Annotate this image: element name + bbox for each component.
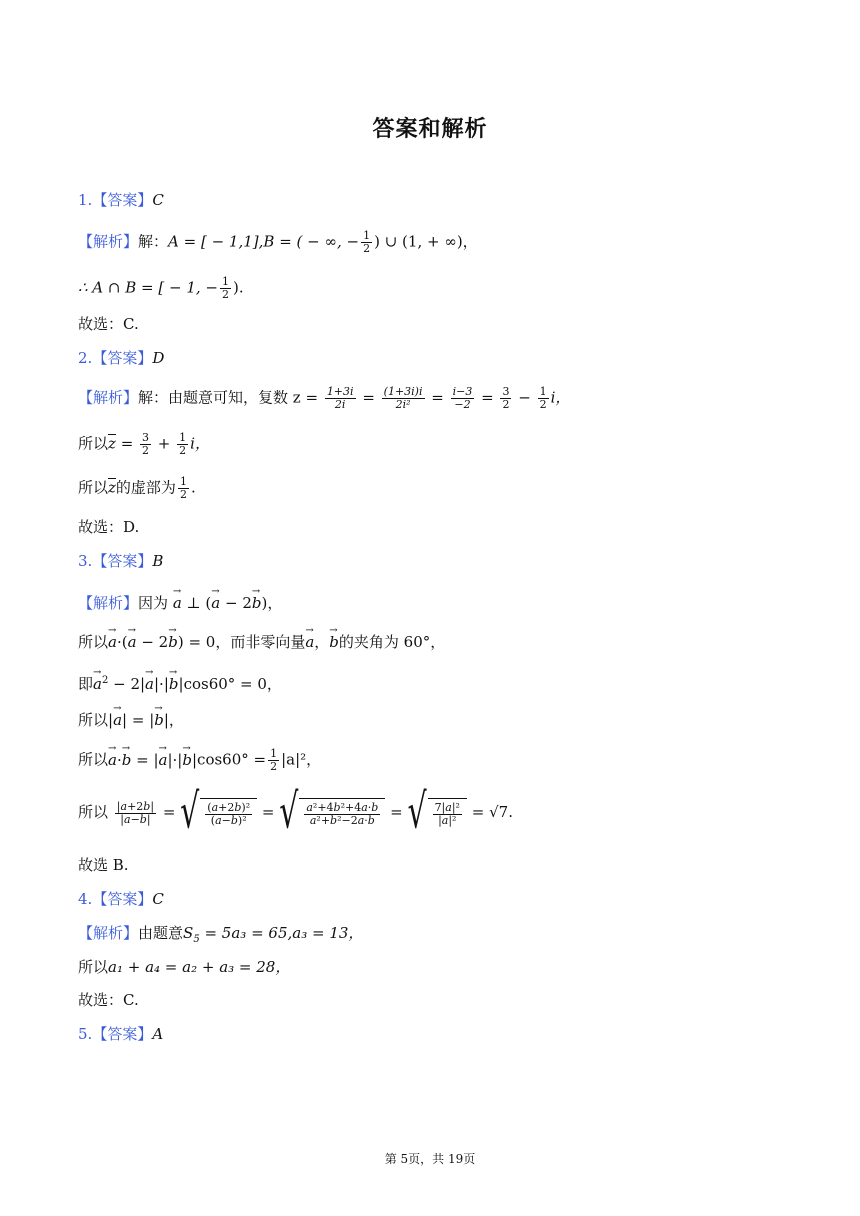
answer-tag: 【答案】	[92, 552, 153, 570]
answer-2	[78, 348, 164, 368]
math: cos60° =	[197, 750, 267, 769]
answer-number: 1.	[78, 191, 93, 209]
fraction: $\frac{1}{2}$	[363, 229, 371, 255]
answer-4	[78, 889, 164, 909]
text: 所以	[78, 750, 109, 769]
q1-analysis-line1	[78, 230, 478, 255]
q3-analysis-line4	[78, 710, 184, 730]
fraction: $\frac{1}{2}$	[539, 385, 547, 411]
text: 解：由题意可知，复数 z =	[138, 388, 319, 407]
q3-analysis-line2	[78, 632, 445, 652]
answer-letter: D	[152, 349, 165, 367]
math: = 5a₃ = 65,a₃ = 13，	[204, 924, 364, 942]
math: → a，→ b	[305, 633, 339, 651]
fraction: $\frac{1}{2}$	[270, 747, 278, 773]
q2-analysis-line3	[78, 476, 196, 501]
answer-number: 4.	[78, 890, 93, 908]
fraction: $\frac{1}{2}$	[179, 431, 187, 457]
math: |a|²，	[281, 750, 322, 769]
q4-conclusion: 故选：C.	[78, 991, 139, 1009]
fraction: $\frac{1}{2}$	[221, 275, 229, 301]
text: 所以	[78, 803, 109, 821]
sqrt: √ $\frac{\text{7|a|²}}{\text{|a|²}}$	[407, 798, 467, 828]
text: 所以	[78, 434, 109, 453]
math: a₁ + a₄ = a₂ + a₃ = 28，	[108, 958, 291, 976]
sqrt: √ $\frac{\text{a²+4b²+4a·b}}{\text{a²+b²−2a·b}}$	[279, 798, 385, 828]
q2-analysis-line1: 【解析】解：由题意可知，复数 z = $\frac{1+3i}{2i}$ = $\frac{(1+3i)i}{\text{2i²}}$ = $\frac{i-3}{-2}$ = $\frac{3}{2}$ − $\frac{1}{2}$ i，	[78, 385, 571, 411]
answer-tag: 【答案】	[92, 349, 153, 367]
text: 的虚部为	[115, 478, 176, 497]
answer-letter: C	[152, 191, 164, 209]
text: = 0，而非零向量	[188, 633, 306, 651]
page-footer: 第 5页，共 19页	[384, 1152, 476, 1166]
fraction: $\frac{1}{2}$	[179, 475, 187, 501]
math: i，	[550, 388, 571, 407]
q2-conclusion: 故选：D.	[78, 518, 140, 536]
text: 所以	[78, 633, 109, 651]
text: 由题意	[138, 924, 184, 942]
analysis-tag: 【解析】	[78, 924, 139, 942]
q3-analysis-line6: 所以 $\frac{|a+2b|}{|a-b|}$ = √ $\frac{\text{(a+2b)²}}{\text{(a−b)²}}$ = √ $\frac{\text{a²+4b²+4a·b}}{\text{a²+b²−2a·b}}$ = √ $\frac{\text{7|a|²}}{\text{|a|²}}$ = √7.	[78, 784, 513, 841]
math: → a·→ b = |→ a|·|→ b|	[108, 751, 197, 769]
fraction: $\frac{3}{2}$	[142, 431, 150, 457]
math: $S_5$	[183, 924, 200, 945]
text: 因为	[138, 594, 169, 612]
text: 所以	[78, 958, 109, 976]
math: cos60° = 0，	[183, 675, 282, 693]
math: A = [ − 1,1],B = ( − ∞, −	[168, 232, 360, 251]
math: $\overline{z}$	[108, 478, 116, 497]
answer-number: 3.	[78, 552, 93, 570]
fraction: $\frac{|a+2b|}{|a-b|}$	[116, 799, 155, 826]
text: 即	[78, 675, 94, 693]
q1-analysis-line2	[78, 276, 244, 301]
page-title: 答案和解析	[372, 117, 488, 142]
math: ∴ A ∩ B = [ − 1, −	[78, 278, 218, 297]
q3-analysis-line3	[78, 671, 282, 694]
math: = √7.	[471, 803, 513, 821]
q3-conclusion: 故选 B.	[78, 856, 129, 874]
text: .	[190, 478, 196, 497]
text: 的夹角为 60°，	[338, 633, 446, 651]
analysis-tag: 【解析】	[78, 388, 139, 407]
math: → a·(→ a − 2→ b)	[108, 633, 188, 651]
math: i，	[190, 434, 210, 453]
q4-analysis-line1	[78, 923, 363, 950]
analysis-tag: 【解析】	[78, 594, 139, 612]
q3-analysis-line5	[78, 748, 321, 773]
q2-analysis-line2: 所以$\overline{z}$ = $\frac{3}{2}$ + $\frac{1}{2}$ i，	[78, 431, 210, 457]
sqrt: √ $\frac{\text{(a+2b)²}}{\text{(a−b)²}}$	[180, 798, 257, 828]
answer-number: 2.	[78, 349, 93, 367]
answer-letter: A	[152, 1025, 164, 1043]
fraction: $\frac{i-3}{-2}$	[452, 385, 473, 411]
math: ).	[232, 278, 244, 297]
answer-1	[78, 190, 164, 210]
fraction: $\frac{(1+3i)i}{\text{2i²}}$	[383, 385, 423, 411]
answer-tag: 【答案】	[92, 890, 153, 908]
answer-tag: 【答案】	[92, 191, 153, 209]
text: 解：	[138, 232, 169, 251]
answer-letter: C	[152, 890, 164, 908]
fraction: $\frac{1+3i}{2i}$	[326, 385, 354, 411]
text: 所以	[78, 478, 109, 497]
math: → a ⊥ (→ a − 2→ b)，	[173, 594, 283, 612]
math: |→ a| = |→ b|，	[108, 711, 184, 729]
answer-number: 5.	[78, 1025, 93, 1043]
analysis-tag: 【解析】	[78, 232, 139, 251]
answer-5	[78, 1024, 163, 1044]
fraction: $\frac{3}{2}$	[502, 385, 510, 411]
answer-letter: B	[152, 552, 164, 570]
text: 所以	[78, 711, 109, 729]
answer-3	[78, 551, 163, 571]
answer-tag: 【答案】	[92, 1025, 153, 1043]
math: ) ∪ (1, + ∞)，	[374, 232, 478, 251]
math: $\overline{z}$	[108, 434, 116, 453]
q1-conclusion: 故选：C.	[78, 315, 139, 333]
q3-analysis-line1	[78, 593, 282, 613]
math: → $a^2 - 2|\to a|\cdot|\to b|$	[93, 675, 184, 693]
q4-analysis-line2	[78, 957, 290, 977]
